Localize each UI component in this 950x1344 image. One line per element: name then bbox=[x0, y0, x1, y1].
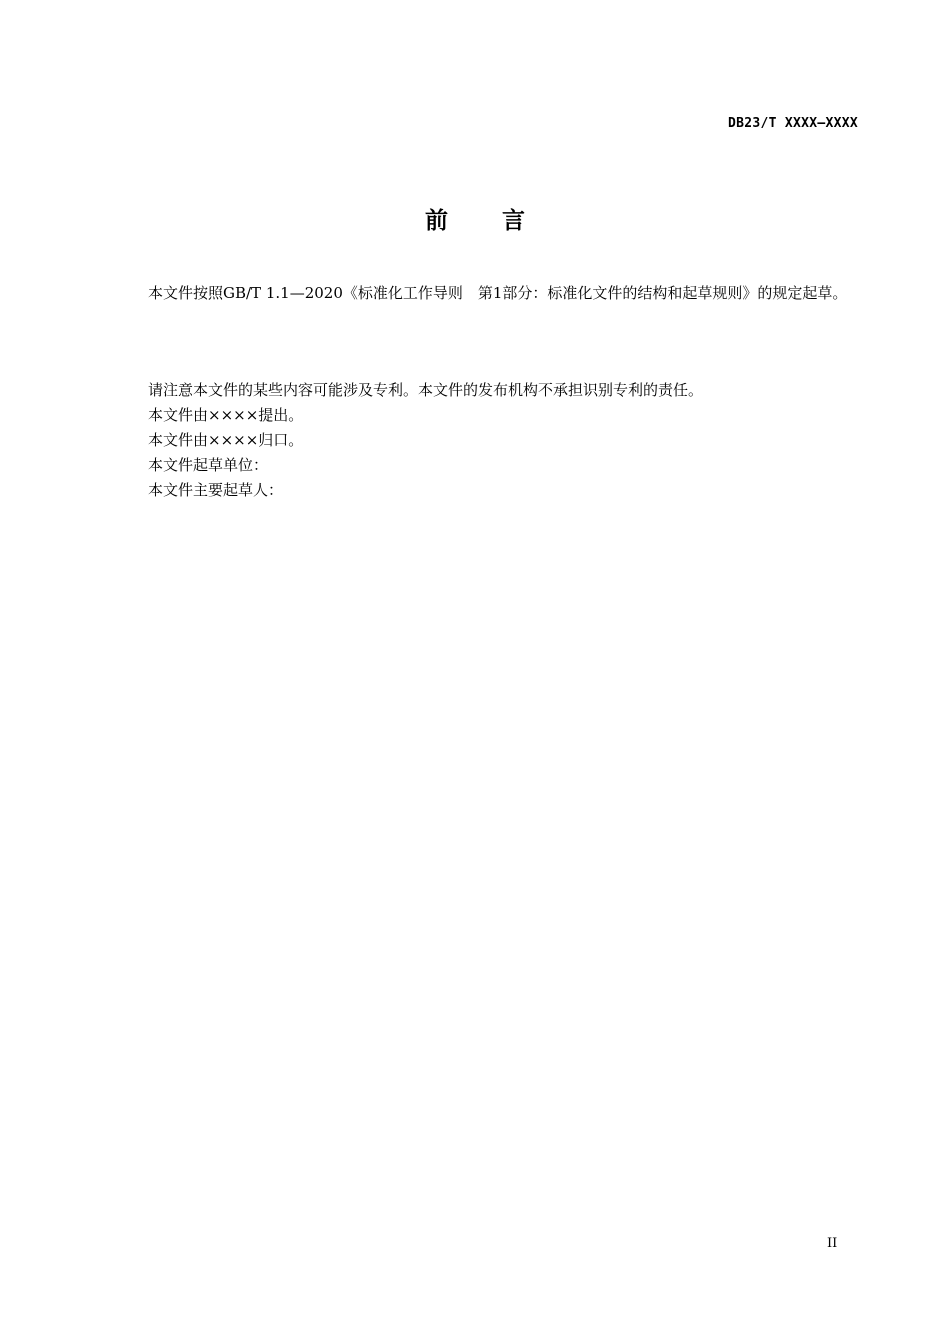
document-code: DB23/T XXXX—XXXX bbox=[727, 116, 858, 131]
drafting-units: 本文件起草单位： bbox=[148, 456, 269, 474]
page-number: II bbox=[827, 1236, 838, 1251]
page-title bbox=[0, 202, 950, 235]
title-char-1: 前 bbox=[425, 208, 448, 234]
drafting-basis-paragraph: 本文件按照GB/T 1.1—2020《标准化工作导则 第1部分：标准化文件的结构和起草规则》的规定起草。 bbox=[148, 284, 848, 302]
main-drafters: 本文件主要起草人： bbox=[148, 481, 284, 499]
patent-notice: 请注意本文件的某些内容可能涉及专利。本文件的发布机构不承担识别专利的责任。 bbox=[148, 381, 704, 399]
title-char-2: 言 bbox=[502, 208, 525, 234]
proposed-by: 本文件由××××提出。 bbox=[148, 406, 304, 424]
managed-by: 本文件由××××归口。 bbox=[148, 431, 304, 449]
foreword-statements bbox=[113, 378, 858, 503]
